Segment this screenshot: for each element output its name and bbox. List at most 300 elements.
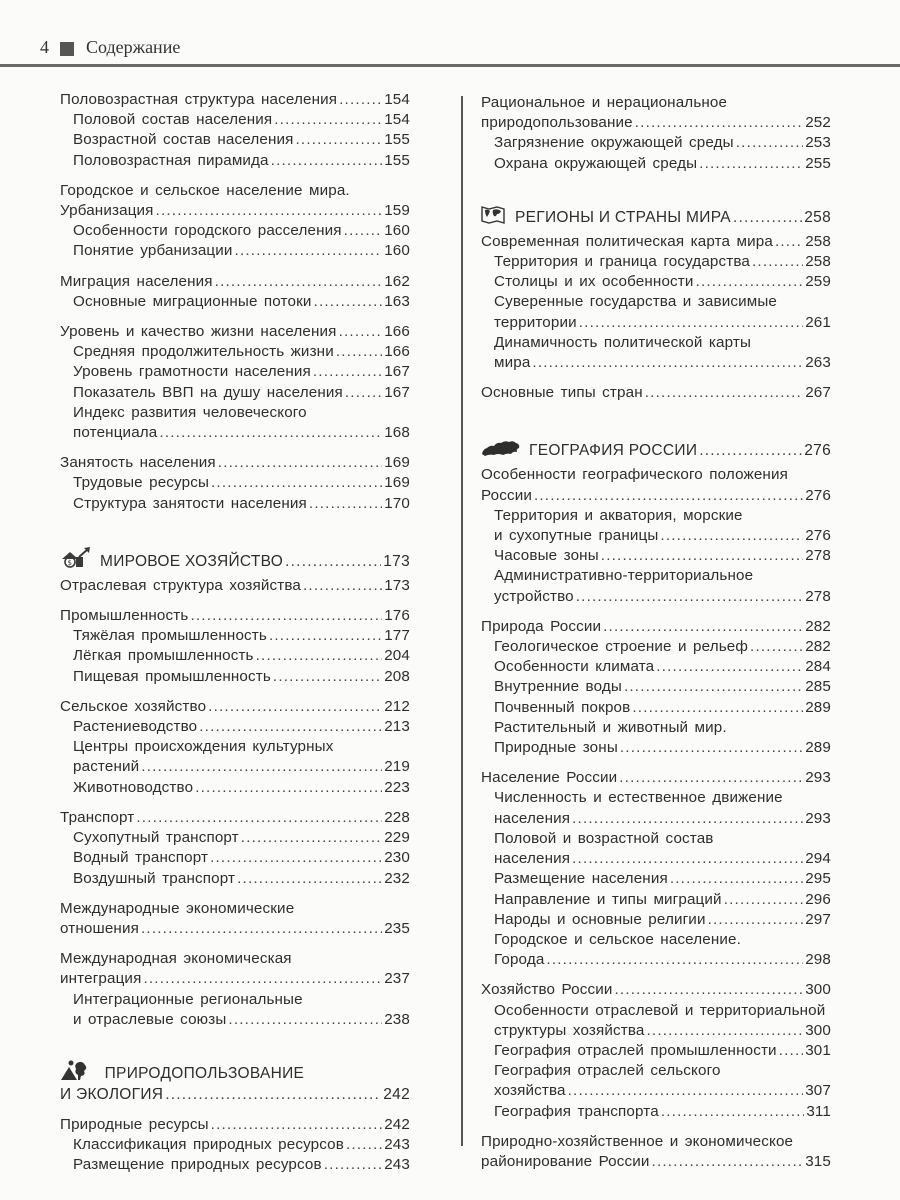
toc-subentry[interactable]: [481, 292, 831, 332]
toc-page-number: 284: [805, 658, 831, 676]
toc-group: [481, 383, 831, 403]
leader-dots: [324, 1155, 382, 1175]
toc-subentry[interactable]: [481, 677, 831, 697]
toc-subentry[interactable]: [60, 292, 410, 312]
toc-page-number: 285: [805, 678, 831, 696]
toc-entry-title: Особенности отраслевой и территориальной: [494, 1001, 826, 1019]
world-map-icon: [481, 205, 509, 225]
toc-entry[interactable]: [60, 899, 410, 939]
toc-page-number: 232: [384, 869, 410, 887]
toc-groups: [481, 232, 831, 404]
toc-subentry[interactable]: [60, 717, 410, 737]
toc-entry-title: Природные ресурсы: [60, 1115, 209, 1133]
toc-entry-title: районирование России: [481, 1152, 650, 1170]
toc-entry-title: хозяйства: [494, 1082, 566, 1100]
leader-dots: [218, 453, 382, 473]
toc-entry[interactable]: [60, 453, 410, 473]
toc-page-number: 267: [805, 384, 831, 402]
toc-entry-title: и сухопутные границы: [494, 527, 659, 545]
toc-entry[interactable]: [481, 980, 831, 1000]
toc-page-number: 219: [384, 758, 410, 776]
toc-subentry[interactable]: [481, 333, 831, 373]
leader-dots: [670, 869, 803, 889]
toc-group: [60, 90, 410, 171]
toc-entry-title: устройство: [494, 587, 574, 605]
toc-group: [481, 465, 831, 606]
toc-subentry[interactable]: [60, 1155, 410, 1175]
toc-page-number: 162: [384, 272, 410, 290]
toc-entry-title: Тяжёлая промышленность: [73, 627, 267, 645]
toc-page-number: 278: [805, 587, 831, 605]
leader-dots: [273, 667, 382, 687]
leader-dots: [733, 207, 802, 228]
toc-subentry[interactable]: [60, 869, 410, 889]
toc-page-number: 169: [384, 454, 410, 472]
leader-dots: [661, 1102, 805, 1122]
toc-subentry[interactable]: [60, 1135, 410, 1155]
toc-page-number: 293: [805, 769, 831, 787]
toc-page-number: 311: [806, 1102, 831, 1120]
toc-entry-title: Уровень и качество жизни населения: [60, 323, 337, 341]
toc-entry[interactable]: [481, 768, 831, 788]
leader-dots: [141, 757, 382, 777]
toc-entry-title: Промышленность: [60, 607, 189, 625]
leader-dots: [572, 849, 803, 869]
toc-subentry[interactable]: [60, 342, 410, 362]
toc-groups: [481, 465, 831, 1172]
toc-entry-title: Динамичность политической карты: [494, 333, 752, 351]
toc-entry[interactable]: [481, 465, 831, 505]
toc-group: [60, 322, 410, 443]
toc-group: [60, 899, 410, 939]
toc-subentry[interactable]: [60, 110, 410, 130]
leader-dots: [645, 383, 803, 403]
leader-dots: [141, 919, 382, 939]
toc-subentry[interactable]: [60, 990, 410, 1030]
toc-page-number: 177: [384, 627, 410, 645]
toc-entry[interactable]: [481, 1132, 831, 1172]
toc-page-number: 289: [805, 698, 831, 716]
toc-page-number: 296: [805, 890, 831, 908]
leader-dots: [568, 1081, 804, 1101]
leader-dots: [269, 626, 382, 646]
toc-page-number: 166: [384, 343, 410, 361]
toc-entry[interactable]: [60, 1115, 410, 1135]
toc-page-number: 293: [805, 809, 831, 827]
header-square-icon: [60, 42, 74, 56]
toc-entry[interactable]: [60, 606, 410, 626]
toc-subentry[interactable]: [481, 869, 831, 889]
toc-subentry[interactable]: [481, 546, 831, 566]
toc-entry-title: Половой и возрастной состав: [494, 829, 714, 847]
header-rule: [0, 64, 900, 67]
toc-subentry[interactable]: [481, 1061, 831, 1101]
toc-left-column: [60, 90, 410, 1176]
toc-entry-title: Индекс развития человеческого: [73, 403, 307, 421]
leader-dots: [699, 440, 802, 461]
toc-page-number: 155: [384, 131, 410, 149]
toc-entry-title: Охрана окружающей среды: [494, 154, 698, 172]
leader-dots: [199, 717, 382, 737]
toc-entry-title: Классификация природных ресурсов: [73, 1136, 344, 1154]
toc-entry-title: Суверенные государства и зависимые: [494, 293, 778, 311]
toc-entry-title: Растительный и животный мир.: [494, 718, 727, 736]
toc-page-number: 307: [805, 1082, 831, 1100]
toc-subentry[interactable]: [481, 910, 831, 930]
toc-page-number: 294: [805, 850, 831, 868]
toc-page-number: 259: [805, 273, 831, 291]
toc-page-number: 295: [805, 870, 831, 888]
toc-page-number: 301: [805, 1041, 831, 1059]
leader-dots: [235, 241, 383, 261]
toc-page-number: 168: [384, 424, 410, 442]
leader-dots: [211, 473, 382, 493]
leader-dots: [296, 130, 383, 150]
leader-dots: [346, 1135, 382, 1155]
column-divider: [461, 96, 463, 1146]
leader-dots: [579, 313, 803, 333]
toc-entry-title: Народы и основные религии: [494, 910, 706, 928]
leader-dots: [708, 910, 804, 930]
toc-subentry[interactable]: [60, 221, 410, 241]
economy-icon: [60, 547, 94, 567]
page-header: [0, 32, 900, 68]
toc-entry-title: Центры происхождения культурных: [73, 738, 334, 756]
toc-page-number: 242: [384, 1115, 410, 1133]
toc-subentry[interactable]: [481, 890, 831, 910]
leader-dots: [534, 486, 803, 506]
toc-group: [60, 576, 410, 596]
toc-entry-title: Природно-хозяйственное и экономическое: [481, 1132, 794, 1150]
toc-page-number: 223: [384, 778, 410, 796]
toc-entry[interactable]: [481, 617, 831, 637]
toc-page-number: 176: [384, 607, 410, 625]
toc-page-number: 243: [384, 1156, 410, 1174]
toc-page-number: 159: [384, 202, 410, 220]
toc-entry-title: Занятость населения: [60, 454, 216, 472]
toc-page-number: 167: [384, 383, 410, 401]
toc-page-number: 163: [384, 292, 410, 310]
toc-entry-title: Водный транспорт: [73, 849, 209, 867]
toc-entry[interactable]: [60, 90, 410, 110]
toc-entry-title: Направление и типы миграций: [494, 890, 722, 908]
toc-entry-title: Уровень грамотности населения: [73, 363, 311, 381]
toc-group: [481, 617, 831, 758]
leader-dots: [624, 677, 803, 697]
section-page: 258: [804, 208, 831, 226]
toc-page-number: 228: [384, 808, 410, 826]
toc-entry-title: Растениеводство: [73, 718, 198, 736]
leader-dots: [546, 950, 803, 970]
toc-page-number: 315: [805, 1152, 831, 1170]
leader-dots: [779, 1041, 804, 1061]
toc-subentry[interactable]: [481, 1001, 831, 1041]
toc-subentry[interactable]: [60, 403, 410, 443]
section-page: 276: [804, 442, 831, 460]
toc-group: [481, 980, 831, 1121]
toc-group: [481, 232, 831, 373]
toc-entry-title: Международные экономические: [60, 899, 295, 917]
toc-subentry[interactable]: [481, 154, 831, 174]
toc-entry-title: География отраслей сельского: [494, 1062, 721, 1080]
toc-entry-title: Природные зоны: [494, 739, 618, 757]
leader-dots: [228, 1010, 382, 1030]
toc-page-number: 298: [805, 951, 831, 969]
toc-entry-title: Лёгкая промышленность: [73, 647, 254, 665]
toc-subentry[interactable]: [60, 737, 410, 777]
leader-dots: [750, 637, 803, 657]
toc-page-number: 212: [384, 697, 410, 715]
toc-subentry[interactable]: [60, 828, 410, 848]
toc-page-number: 154: [384, 91, 410, 108]
leader-dots: [601, 546, 803, 566]
toc-entry-title: Столицы и их особенности: [494, 273, 694, 291]
toc-entry-title: Геологическое строение и рельеф: [494, 638, 749, 656]
toc-page-number: 258: [805, 232, 831, 250]
leader-dots: [165, 1084, 381, 1105]
toc-entry-title: Трудовые ресурсы: [73, 474, 210, 492]
toc-subentry[interactable]: [60, 151, 410, 171]
leader-dots: [620, 738, 803, 758]
toc-entry-title: Понятие урбанизации: [73, 242, 233, 260]
section-title: МИРОВОЕ ХОЗЯЙСТВО: [100, 552, 284, 570]
toc-groups: [60, 576, 410, 1030]
toc-page-number: 282: [805, 638, 831, 656]
toc-entry-title: Особенности климата: [494, 658, 655, 676]
leader-dots: [576, 587, 803, 607]
section-title-line2: И ЭКОЛОГИЯ: [60, 1085, 164, 1103]
section-page: 173: [383, 552, 410, 570]
leader-dots: [646, 1021, 803, 1041]
toc-subentry[interactable]: [60, 667, 410, 687]
toc-subentry[interactable]: [60, 473, 410, 493]
leader-dots: [736, 133, 803, 153]
toc-entry-title: Сельское хозяйство: [60, 697, 207, 715]
toc-group: [60, 697, 410, 798]
toc-subentry[interactable]: [60, 383, 410, 403]
toc-subentry[interactable]: [481, 1041, 831, 1061]
toc-page-number: 276: [805, 527, 831, 545]
toc-entry-title: Численность и естественное движение: [494, 789, 783, 807]
toc-subentry[interactable]: [60, 494, 410, 514]
toc-entry-title: Особенности городского расселения: [73, 222, 342, 240]
toc-entry-title: Размещение населения: [494, 870, 668, 888]
leader-dots: [303, 576, 382, 596]
toc-entry-title: Городское и сельское население мира.: [60, 181, 350, 199]
toc-entry-title: Животноводство: [73, 778, 194, 796]
leader-dots: [211, 1115, 383, 1135]
toc-entry-title: Часовые зоны: [494, 547, 599, 565]
toc-subentry[interactable]: [481, 133, 831, 153]
toc-page-number: 154: [384, 111, 410, 129]
leader-dots: [660, 526, 803, 546]
section-heading-ecology[interactable]: [60, 1056, 410, 1105]
section-heading-russia[interactable]: [481, 435, 831, 461]
toc-subentry[interactable]: [481, 272, 831, 292]
toc-entry-title: Интеграционные региональные: [73, 990, 303, 1008]
toc-entry-title: Внутренние воды: [494, 678, 622, 696]
toc-page-number: 237: [384, 970, 410, 988]
toc-subentry[interactable]: [481, 252, 831, 272]
leader-dots: [724, 890, 804, 910]
toc-groups: [60, 90, 410, 514]
toc-entry-title: Урбанизация: [60, 202, 154, 220]
page-title: Содержание: [86, 37, 181, 57]
toc-group: [481, 1132, 831, 1172]
toc-subentry[interactable]: [60, 626, 410, 646]
toc-entry-title: Половозрастная пирамида: [73, 151, 269, 169]
toc-entry-title: Территория и граница государства: [494, 253, 751, 271]
toc-entry-title: Отраслевая структура хозяйства: [60, 576, 302, 594]
leader-dots: [190, 606, 382, 626]
leader-dots: [313, 362, 382, 382]
toc-subentry[interactable]: [60, 646, 410, 666]
leader-dots: [285, 551, 381, 572]
leader-dots: [271, 151, 383, 171]
leader-dots: [256, 646, 383, 666]
ecology-icon: [60, 1059, 94, 1079]
toc-entry-title: Население России: [481, 769, 618, 787]
toc-entry-title: территории: [494, 313, 577, 331]
toc-subentry[interactable]: [60, 848, 410, 868]
leader-dots: [656, 657, 803, 677]
leader-dots: [274, 110, 382, 130]
toc-page-number: 208: [384, 667, 410, 685]
leader-dots: [614, 980, 803, 1000]
toc-subentry[interactable]: [481, 637, 831, 657]
section-title: ГЕОГРАФИЯ РОССИИ: [529, 442, 698, 460]
toc-entry[interactable]: [60, 808, 410, 828]
toc-page-number: 160: [384, 222, 410, 240]
section-heading-world-economy[interactable]: [60, 544, 410, 572]
toc-page-number: 282: [805, 617, 831, 635]
toc-page-number: 169: [384, 474, 410, 492]
toc-entry-title: Территория и акватория, морские: [494, 506, 743, 524]
toc-entry-title: Особенности географического положения: [481, 466, 788, 484]
leader-dots: [143, 969, 382, 989]
russia-map-icon: [481, 438, 523, 458]
leader-dots: [339, 322, 383, 342]
toc-entry-title: Основные типы стран: [481, 384, 643, 402]
leader-dots: [532, 353, 803, 373]
toc-entry[interactable]: [481, 93, 831, 133]
toc-entry[interactable]: [60, 949, 410, 989]
leader-dots: [344, 221, 383, 241]
toc-entry-title: и отраслевые союзы: [73, 1010, 227, 1028]
toc-groups: [60, 1115, 410, 1176]
leader-dots: [652, 1152, 804, 1172]
toc-page-number: 167: [384, 363, 410, 381]
toc-group: [60, 272, 410, 312]
section-title-line1: ПРИРОДОПОЛЬЗОВАНИЕ: [104, 1064, 305, 1082]
toc-page-number: 229: [384, 829, 410, 847]
toc-group: [60, 808, 410, 889]
leader-dots: [309, 494, 382, 514]
toc-entry-title: Природа России: [481, 617, 602, 635]
leader-dots: [699, 154, 803, 174]
toc-page-number: 258: [805, 253, 831, 271]
toc-subentry[interactable]: [60, 241, 410, 261]
toc-entry-title: Воздушный транспорт: [73, 869, 236, 887]
toc-entry-title: структуры хозяйства: [494, 1021, 645, 1039]
leader-dots: [159, 423, 382, 443]
toc-subentry[interactable]: [481, 788, 831, 828]
toc-entry[interactable]: [60, 697, 410, 717]
toc-entry-title: России: [481, 486, 532, 504]
section-heading-regions[interactable]: [481, 202, 831, 228]
toc-entry-title: интеграция: [60, 970, 142, 988]
leader-dots: [345, 383, 382, 403]
leader-dots: [635, 113, 803, 133]
toc-entry-title: Международная экономическая: [60, 950, 292, 968]
toc-subentry[interactable]: [481, 657, 831, 677]
toc-group: [60, 949, 410, 1030]
toc-entry-title: Половозрастная структура населения: [60, 91, 338, 108]
toc-entry[interactable]: [481, 232, 831, 252]
svg-text:$: $: [67, 558, 73, 567]
toc-entry-title: География транспорта: [494, 1102, 659, 1120]
toc-entry[interactable]: [60, 181, 410, 221]
leader-dots: [572, 809, 803, 829]
toc-entry[interactable]: [60, 322, 410, 342]
toc-subentry[interactable]: [481, 566, 831, 606]
toc-entry-title: Половой состав населения: [73, 111, 273, 129]
toc-entry-title: Рациональное и нерациональное: [481, 94, 728, 111]
toc-group: [60, 1115, 410, 1176]
toc-subentry[interactable]: [481, 698, 831, 718]
toc-page-number: 204: [384, 647, 410, 665]
toc-subentry[interactable]: [60, 130, 410, 150]
toc-entry-title: Пищевая промышленность: [73, 667, 271, 685]
leader-dots: [619, 768, 803, 788]
toc-subentry[interactable]: [481, 506, 831, 546]
toc-entry-title: мира: [494, 354, 531, 372]
leader-dots: [195, 778, 382, 798]
section-page: 242: [383, 1085, 410, 1103]
toc-entry-title: Структура занятости населения: [73, 494, 307, 512]
toc-entry[interactable]: [60, 576, 410, 596]
toc-page-number: 213: [384, 718, 410, 736]
leader-dots: [314, 292, 383, 312]
toc-subentry[interactable]: [481, 1102, 831, 1122]
leader-dots: [775, 232, 803, 252]
toc-entry-title: Возрастной состав населения: [73, 131, 294, 149]
toc-page-number: 173: [384, 576, 410, 594]
toc-group: [60, 181, 410, 262]
toc-subentry[interactable]: [60, 778, 410, 798]
leader-dots: [632, 698, 803, 718]
leader-dots: [237, 869, 382, 889]
toc-groups: [481, 93, 831, 174]
toc-entry-title: Административно-территориальное: [494, 567, 754, 585]
toc-page-number: 255: [805, 154, 831, 172]
section-title: РЕГИОНЫ И СТРАНЫ МИРА: [515, 208, 731, 226]
toc-entry[interactable]: [60, 272, 410, 292]
leader-dots: [156, 201, 383, 221]
toc-group: [481, 93, 831, 174]
page-number: 4: [40, 37, 49, 57]
toc-subentry[interactable]: [481, 718, 831, 758]
toc-entry-title: Загрязнение окружающей среды: [494, 134, 734, 152]
toc-subentry[interactable]: [60, 362, 410, 382]
toc-subentry[interactable]: [481, 930, 831, 970]
toc-entry-title: Основные миграционные потоки: [73, 292, 312, 310]
toc-entry[interactable]: [481, 383, 831, 403]
toc-entry-title: Почвенный покров: [494, 698, 631, 716]
toc-group: [481, 768, 831, 970]
toc-subentry[interactable]: [481, 829, 831, 869]
toc-group: [60, 453, 410, 514]
